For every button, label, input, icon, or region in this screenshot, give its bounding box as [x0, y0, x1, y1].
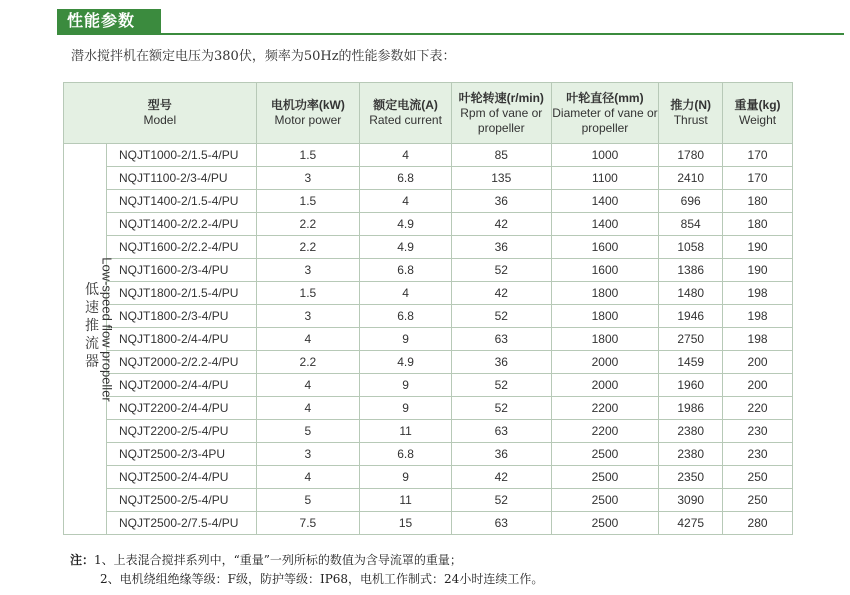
- cell-weight: 220: [723, 397, 793, 420]
- cell-motor-power: 4: [256, 328, 360, 351]
- table-row: [64, 213, 793, 236]
- cell-motor-power: 5: [256, 489, 360, 512]
- cell-motor-power: 4: [256, 374, 360, 397]
- cell-motor-power: 4: [256, 466, 360, 489]
- header-rpm: 叶轮转速(r/min) Rpm of vane or propeller: [451, 83, 551, 144]
- cell-rpm: 63: [451, 420, 551, 443]
- cell-diameter: 2500: [551, 466, 659, 489]
- cell-rpm: 52: [451, 397, 551, 420]
- cell-model: NQJT1600-2/3-4/PU: [107, 259, 257, 282]
- cell-model: NQJT2000-2/4-4/PU: [107, 374, 257, 397]
- category-label-cn: 低 速 推 流 器: [85, 282, 99, 370]
- cell-motor-power: 3: [256, 443, 360, 466]
- header-model: 型号 Model: [64, 83, 257, 144]
- cell-model: NQJT2500-2/3-4PU: [107, 443, 257, 466]
- section-divider: [57, 33, 844, 35]
- cell-rpm: 52: [451, 489, 551, 512]
- cell-rated-current: 6.8: [360, 305, 452, 328]
- table-row: [64, 420, 793, 443]
- cell-thrust: 1960: [659, 374, 723, 397]
- notes: [70, 551, 543, 589]
- table-row: [64, 512, 793, 535]
- cell-model: NQJT2200-2/4-4/PU: [107, 397, 257, 420]
- cell-thrust: 1780: [659, 144, 723, 167]
- cell-diameter: 2500: [551, 489, 659, 512]
- cell-model: NQJT1800-2/3-4/PU: [107, 305, 257, 328]
- cell-diameter: 1800: [551, 305, 659, 328]
- table-row: [64, 397, 793, 420]
- cell-motor-power: 1.5: [256, 144, 360, 167]
- cell-rated-current: 4: [360, 144, 452, 167]
- cell-rated-current: 6.8: [360, 443, 452, 466]
- cell-rated-current: 4.9: [360, 236, 452, 259]
- cell-thrust: 1386: [659, 259, 723, 282]
- cell-weight: 230: [723, 443, 793, 466]
- cell-diameter: 2500: [551, 443, 659, 466]
- cell-rpm: 63: [451, 328, 551, 351]
- cell-motor-power: 3: [256, 167, 360, 190]
- cell-rpm: 42: [451, 213, 551, 236]
- cell-motor-power: 3: [256, 259, 360, 282]
- cell-motor-power: 2.2: [256, 351, 360, 374]
- table-body: [64, 144, 793, 535]
- cell-weight: 198: [723, 282, 793, 305]
- cell-thrust: 2380: [659, 420, 723, 443]
- intro-text: 潜水搅拌机在额定电压为380伏，频率为50Hz的性能参数如下表：: [71, 49, 456, 64]
- cell-motor-power: 2.2: [256, 236, 360, 259]
- table-row: [64, 259, 793, 282]
- cell-weight: 198: [723, 305, 793, 328]
- cell-diameter: 1400: [551, 213, 659, 236]
- cell-rated-current: 4: [360, 190, 452, 213]
- cell-diameter: 1600: [551, 236, 659, 259]
- cell-diameter: 2200: [551, 420, 659, 443]
- cell-diameter: 2000: [551, 351, 659, 374]
- cell-diameter: 2200: [551, 397, 659, 420]
- cell-thrust: 4275: [659, 512, 723, 535]
- note-line-2: 2、电机绕组绝缘等级：F级，防护等级：IP68，电机工作制式：24小时连续工作。: [100, 572, 544, 586]
- cell-model: NQJT2000-2/2.2-4/PU: [107, 351, 257, 374]
- cell-rated-current: 9: [360, 466, 452, 489]
- cell-model: NQJT1000-2/1.5-4/PU: [107, 144, 257, 167]
- header-motor-power: 电机功率(kW) Motor power: [256, 83, 360, 144]
- table-row: [64, 236, 793, 259]
- cell-rpm: 85: [451, 144, 551, 167]
- cell-rated-current: 6.8: [360, 167, 452, 190]
- cell-model: NQJT1800-2/4-4/PU: [107, 328, 257, 351]
- cell-thrust: 2750: [659, 328, 723, 351]
- cell-motor-power: 4: [256, 397, 360, 420]
- cell-rated-current: 4: [360, 282, 452, 305]
- cell-thrust: 3090: [659, 489, 723, 512]
- cell-model: NQJT1600-2/2.2-4/PU: [107, 236, 257, 259]
- cell-weight: 200: [723, 374, 793, 397]
- cell-diameter: 2000: [551, 374, 659, 397]
- cell-weight: 190: [723, 236, 793, 259]
- cell-rpm: 52: [451, 259, 551, 282]
- cell-thrust: 696: [659, 190, 723, 213]
- cell-rated-current: 4.9: [360, 213, 452, 236]
- table-row: [64, 167, 793, 190]
- cell-model: NQJT2200-2/5-4/PU: [107, 420, 257, 443]
- cell-weight: 280: [723, 512, 793, 535]
- cell-thrust: 2380: [659, 443, 723, 466]
- cell-model: NQJT2500-2/7.5-4/PU: [107, 512, 257, 535]
- table-row: [64, 144, 793, 167]
- cell-weight: 170: [723, 167, 793, 190]
- category-label-en: Low-speed flow propeller: [99, 257, 115, 402]
- cell-rpm: 52: [451, 305, 551, 328]
- table-row: [64, 374, 793, 397]
- cell-model: NQJT1400-2/2.2-4/PU: [107, 213, 257, 236]
- cell-weight: 250: [723, 466, 793, 489]
- cell-weight: 180: [723, 190, 793, 213]
- cell-rated-current: 9: [360, 374, 452, 397]
- cell-thrust: 1946: [659, 305, 723, 328]
- cell-rated-current: 4.9: [360, 351, 452, 374]
- cell-diameter: 1800: [551, 282, 659, 305]
- cell-rated-current: 11: [360, 489, 452, 512]
- section-title: 性能参数: [57, 9, 161, 33]
- table-row: [64, 190, 793, 213]
- cell-rpm: 63: [451, 512, 551, 535]
- cell-motor-power: 5: [256, 420, 360, 443]
- cell-rated-current: 15: [360, 512, 452, 535]
- cell-rated-current: 6.8: [360, 259, 452, 282]
- table-row: [64, 328, 793, 351]
- cell-thrust: 854: [659, 213, 723, 236]
- cell-rpm: 36: [451, 190, 551, 213]
- table-row: [64, 466, 793, 489]
- cell-thrust: 1459: [659, 351, 723, 374]
- cell-diameter: 1100: [551, 167, 659, 190]
- cell-rated-current: 9: [360, 397, 452, 420]
- table-header-row: [64, 83, 793, 144]
- cell-rpm: 52: [451, 374, 551, 397]
- cell-diameter: 1400: [551, 190, 659, 213]
- cell-model: NQJT1100-2/3-4/PU: [107, 167, 257, 190]
- cell-weight: 230: [723, 420, 793, 443]
- cell-model: NQJT2500-2/5-4/PU: [107, 489, 257, 512]
- table-row: [64, 305, 793, 328]
- category-cell: [64, 144, 115, 535]
- table-row: [64, 443, 793, 466]
- cell-diameter: 1600: [551, 259, 659, 282]
- cell-motor-power: 2.2: [256, 213, 360, 236]
- cell-weight: 200: [723, 351, 793, 374]
- cell-rpm: 36: [451, 351, 551, 374]
- note-label: 注：: [70, 553, 95, 567]
- cell-rpm: 42: [451, 466, 551, 489]
- table-row: [64, 282, 793, 305]
- cell-weight: 170: [723, 144, 793, 167]
- cell-model: NQJT1400-2/1.5-4/PU: [107, 190, 257, 213]
- parameter-table: [63, 82, 793, 535]
- table-row: [64, 351, 793, 374]
- header-diameter: 叶轮直径(mm) Diameter of vane or propeller: [551, 83, 659, 144]
- cell-motor-power: 3: [256, 305, 360, 328]
- cell-thrust: 1058: [659, 236, 723, 259]
- cell-diameter: 2500: [551, 512, 659, 535]
- cell-model: NQJT1800-2/1.5-4/PU: [107, 282, 257, 305]
- cell-rpm: 36: [451, 236, 551, 259]
- cell-motor-power: 1.5: [256, 190, 360, 213]
- cell-rated-current: 11: [360, 420, 452, 443]
- header-weight: 重量(kg) Weight: [723, 83, 793, 144]
- cell-motor-power: 1.5: [256, 282, 360, 305]
- cell-weight: 190: [723, 259, 793, 282]
- cell-weight: 250: [723, 489, 793, 512]
- cell-rated-current: 9: [360, 328, 452, 351]
- note-line-1: 注：1、上表混合搅拌系列中，“重量”一列所标的数值为含导流罩的重量；: [70, 553, 462, 567]
- header-rated-current: 额定电流(A) Rated current: [360, 83, 452, 144]
- cell-weight: 180: [723, 213, 793, 236]
- cell-diameter: 1800: [551, 328, 659, 351]
- cell-rpm: 42: [451, 282, 551, 305]
- cell-thrust: 2350: [659, 466, 723, 489]
- cell-thrust: 1986: [659, 397, 723, 420]
- cell-model: NQJT2500-2/4-4/PU: [107, 466, 257, 489]
- cell-weight: 198: [723, 328, 793, 351]
- cell-rpm: 36: [451, 443, 551, 466]
- header-thrust: 推力(N) Thrust: [659, 83, 723, 144]
- table-row: [64, 489, 793, 512]
- cell-thrust: 1480: [659, 282, 723, 305]
- cell-rpm: 135: [451, 167, 551, 190]
- cell-diameter: 1000: [551, 144, 659, 167]
- cell-motor-power: 7.5: [256, 512, 360, 535]
- cell-thrust: 2410: [659, 167, 723, 190]
